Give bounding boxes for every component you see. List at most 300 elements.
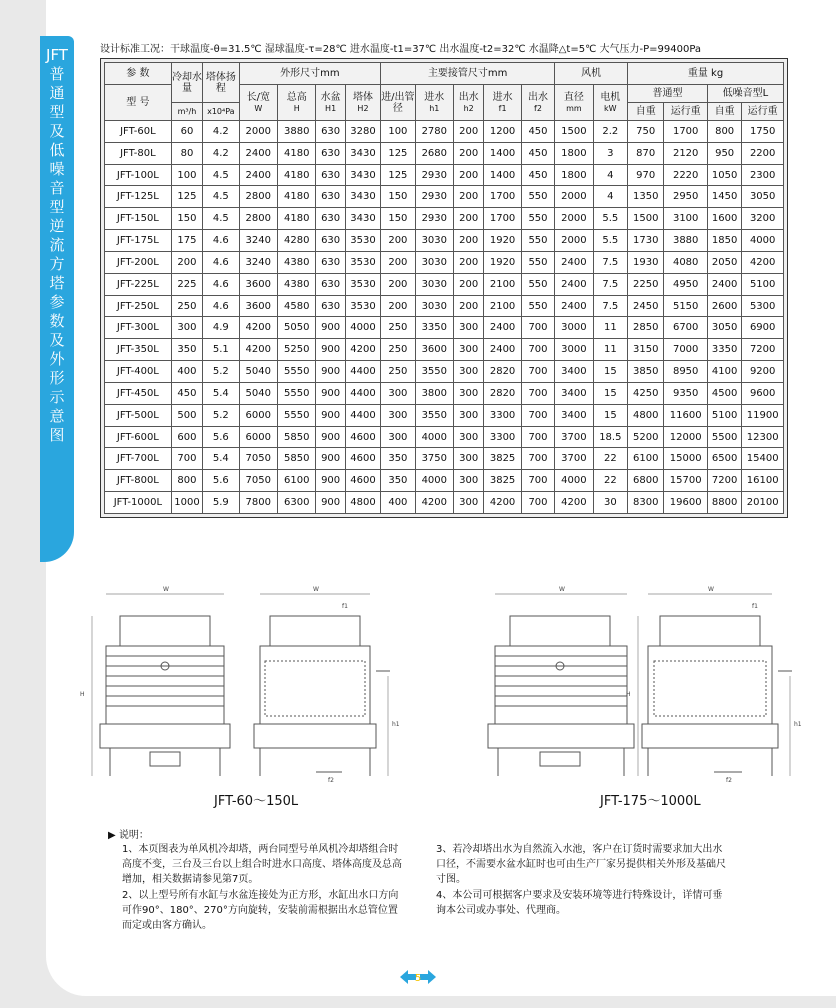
model-cell: JFT-600L (105, 426, 172, 448)
header-dim-h1 (316, 85, 345, 121)
table-row (105, 492, 784, 514)
table-cell: 4 (593, 186, 627, 208)
table-cell: 7200 (742, 339, 784, 361)
table-cell: 22 (593, 448, 627, 470)
table-cell: 12300 (742, 426, 784, 448)
table-cell: 300 (454, 448, 484, 470)
tower-drawings (70, 576, 810, 806)
table-cell: 2950 (664, 186, 708, 208)
note-4: 4、本公司可根据客户要求及安装环境等进行特殊设计，详情可垂询本公司或办事处、代理商。 (436, 890, 723, 916)
table-cell: 300 (171, 317, 202, 339)
table-cell: 450 (171, 382, 202, 404)
table-cell: 630 (316, 295, 345, 317)
table-cell: 200 (381, 295, 415, 317)
table-cell: 12000 (664, 426, 708, 448)
table-row (105, 404, 784, 426)
table-cell: 3000 (555, 339, 593, 361)
header-dims: 外形尺寸mm (239, 63, 381, 85)
table-cell: 100 (381, 121, 415, 143)
table-cell: 3300 (484, 404, 521, 426)
table-cell: 6800 (628, 470, 664, 492)
table-cell: 3030 (415, 295, 453, 317)
header-param: 参 数 (105, 63, 172, 85)
table-cell: 7000 (664, 339, 708, 361)
table-cell: 200 (454, 251, 484, 273)
table-cell: 630 (316, 121, 345, 143)
table-cell: 1920 (484, 230, 521, 252)
header-pipe-out-f-sub: f2 (534, 103, 542, 113)
header-pipe-in-f-sub: f1 (498, 103, 507, 113)
table-row (105, 448, 784, 470)
header-weight-lownoise: 低噪音型L (707, 85, 783, 103)
table-cell: 300 (454, 404, 484, 426)
table-cell: 15000 (664, 448, 708, 470)
table-cell: 200 (454, 295, 484, 317)
model-cell: JFT-1000L (105, 492, 172, 514)
table-cell: 11900 (742, 404, 784, 426)
table-cell: 630 (316, 251, 345, 273)
table-cell: 7050 (239, 470, 277, 492)
table-cell: 1350 (628, 186, 664, 208)
table-cell: 3530 (345, 251, 380, 273)
table-cell: 2800 (239, 186, 277, 208)
model-cell: JFT-225L (105, 273, 172, 295)
header-pipe-in-f (484, 85, 521, 121)
table-cell: 5550 (278, 404, 316, 426)
tower-side-small (254, 616, 390, 776)
table-cell: 7.5 (593, 273, 627, 295)
dim-f2-right: f2 (726, 777, 732, 784)
table-cell: 250 (381, 339, 415, 361)
table-cell: 1700 (484, 208, 521, 230)
table-cell: 5850 (278, 448, 316, 470)
table-cell: 6500 (707, 448, 741, 470)
table-cell: 200 (381, 251, 415, 273)
table-cell: 80 (171, 142, 202, 164)
table-cell: 4200 (345, 339, 380, 361)
table-cell: 30 (593, 492, 627, 514)
table-cell: 550 (521, 208, 554, 230)
dim-h-right: H (626, 691, 631, 698)
table-cell: 2800 (239, 208, 277, 230)
table-cell: 3700 (555, 426, 593, 448)
table-cell: 4.2 (203, 121, 239, 143)
table-cell: 2400 (555, 295, 593, 317)
table-cell: 1500 (628, 208, 664, 230)
table-cell: 900 (316, 404, 345, 426)
table-cell: 4 (593, 164, 627, 186)
header-fan-dia-sub: mm (566, 103, 582, 113)
table-cell: 5.2 (203, 404, 239, 426)
model-cell: JFT-700L (105, 448, 172, 470)
table-cell: 15 (593, 404, 627, 426)
table-cell: 9600 (742, 382, 784, 404)
table-cell: 4180 (278, 164, 316, 186)
table-cell: 3825 (484, 448, 521, 470)
model-cell: JFT-60L (105, 121, 172, 143)
table-cell: 700 (521, 404, 554, 426)
table-cell: 4280 (278, 230, 316, 252)
model-cell: JFT-500L (105, 404, 172, 426)
header-fan-motor-label: 电机 (600, 91, 621, 103)
header-flow-unit: m³/h (171, 103, 202, 121)
table-row (105, 426, 784, 448)
spec-table-body (105, 121, 784, 514)
table-cell: 1200 (484, 121, 521, 143)
table-cell: 700 (521, 492, 554, 514)
table-cell: 3800 (415, 382, 453, 404)
table-cell: 630 (316, 208, 345, 230)
table-cell: 3150 (628, 339, 664, 361)
table-cell: 3100 (664, 208, 708, 230)
table-cell: 3530 (345, 295, 380, 317)
header-dim-h (278, 85, 316, 121)
table-cell: 3880 (664, 230, 708, 252)
table-cell: 800 (171, 470, 202, 492)
table-cell: 300 (454, 382, 484, 404)
table-cell: 6000 (239, 404, 277, 426)
table-cell: 800 (707, 121, 741, 143)
table-cell: 4.6 (203, 251, 239, 273)
table-cell: 15 (593, 361, 627, 383)
table-cell: 700 (171, 448, 202, 470)
table-cell: 5550 (278, 382, 316, 404)
table-cell: 4200 (742, 251, 784, 273)
table-cell: 2930 (415, 186, 453, 208)
table-cell: 3430 (345, 142, 380, 164)
table-cell: 3200 (742, 208, 784, 230)
table-cell: 11600 (664, 404, 708, 426)
table-cell: 125 (171, 186, 202, 208)
table-cell: 2000 (555, 208, 593, 230)
dim-w-left-front: W (163, 586, 169, 593)
table-cell: 2680 (415, 142, 453, 164)
table-cell: 300 (454, 470, 484, 492)
table-cell: 2600 (707, 295, 741, 317)
table-cell: 3430 (345, 208, 380, 230)
table-cell: 2820 (484, 382, 521, 404)
table-cell: 6100 (628, 448, 664, 470)
table-cell: 500 (171, 404, 202, 426)
header-pipe-out-f (521, 85, 554, 121)
table-cell: 450 (521, 142, 554, 164)
table-cell: 750 (628, 121, 664, 143)
header-dim-w-label: 长/宽 (246, 91, 270, 103)
table-cell: 1500 (555, 121, 593, 143)
table-cell: 3825 (484, 470, 521, 492)
table-cell: 3530 (345, 273, 380, 295)
dim-h-left: H (80, 691, 85, 698)
table-cell: 4.5 (203, 208, 239, 230)
table-cell: 200 (171, 251, 202, 273)
header-pipe-in-h-sub: h1 (429, 103, 440, 113)
table-cell: 7800 (239, 492, 277, 514)
table-cell: 200 (454, 142, 484, 164)
header-head (203, 63, 239, 103)
table-cell: 6900 (742, 317, 784, 339)
dim-w-left-side: W (313, 586, 319, 593)
table-cell: 300 (454, 339, 484, 361)
header-weight-run-2: 运行重 (742, 103, 784, 121)
header-dim-h2-label: 塔体 (352, 91, 373, 103)
caption-left: JFT-60～150L (214, 794, 299, 809)
header-pipe-out-h (454, 85, 484, 121)
table-cell: 450 (521, 164, 554, 186)
table-cell: 550 (521, 295, 554, 317)
model-cell: JFT-175L (105, 230, 172, 252)
table-cell: 2.2 (593, 121, 627, 143)
table-cell: 5200 (628, 426, 664, 448)
table-cell: 3700 (555, 448, 593, 470)
table-cell: 4000 (555, 470, 593, 492)
table-cell: 125 (381, 142, 415, 164)
table-cell: 1730 (628, 230, 664, 252)
header-dim-h1-sub: H1 (325, 103, 337, 113)
table-cell: 5550 (278, 361, 316, 383)
table-cell: 4100 (707, 361, 741, 383)
table-cell: 1930 (628, 251, 664, 273)
table-row (105, 208, 784, 230)
table-cell: 4200 (239, 339, 277, 361)
header-pipe-in-h (415, 85, 453, 121)
table-row (105, 317, 784, 339)
table-cell: 400 (171, 361, 202, 383)
table-row (105, 142, 784, 164)
header-weight-self-1: 自重 (628, 103, 664, 121)
header-fan-dia-label: 直径 (563, 91, 584, 103)
table-cell: 3240 (239, 251, 277, 273)
table-cell: 150 (171, 208, 202, 230)
table-cell: 8800 (707, 492, 741, 514)
table-cell: 4400 (345, 404, 380, 426)
table-cell: 3030 (415, 273, 453, 295)
table-cell: 630 (316, 142, 345, 164)
table-cell: 15400 (742, 448, 784, 470)
table-cell: 3050 (742, 186, 784, 208)
header-head-label: 塔体扬程 (205, 71, 236, 94)
table-cell: 600 (171, 426, 202, 448)
table-cell: 8300 (628, 492, 664, 514)
table-cell: 3050 (707, 317, 741, 339)
table-cell: 7.5 (593, 251, 627, 273)
table-cell: 9350 (664, 382, 708, 404)
table-cell: 4180 (278, 186, 316, 208)
table-cell: 4.6 (203, 273, 239, 295)
table-cell: 5040 (239, 382, 277, 404)
table-cell: 100 (171, 164, 202, 186)
table-cell: 4180 (278, 142, 316, 164)
table-cell: 5.2 (203, 361, 239, 383)
table-cell: 4000 (345, 317, 380, 339)
model-cell: JFT-150L (105, 208, 172, 230)
table-cell: 7050 (239, 448, 277, 470)
table-cell: 3850 (628, 361, 664, 383)
table-cell: 2780 (415, 121, 453, 143)
table-cell: 150 (381, 208, 415, 230)
dim-f1-left: f1 (342, 603, 348, 610)
table-cell: 6100 (278, 470, 316, 492)
table-cell: 18.5 (593, 426, 627, 448)
table-cell: 550 (521, 273, 554, 295)
table-cell: 5250 (278, 339, 316, 361)
page-number: 5 (414, 973, 422, 984)
header-pipe-out-h-label: 出水 (458, 91, 479, 103)
table-cell: 450 (521, 121, 554, 143)
spec-table (104, 62, 784, 514)
table-cell: 4000 (742, 230, 784, 252)
header-pipe-dia: 进/出管径 (381, 85, 415, 121)
table-row (105, 251, 784, 273)
header-weight-self-2: 自重 (707, 103, 741, 121)
table-cell: 4400 (345, 361, 380, 383)
table-cell: 2400 (484, 317, 521, 339)
table-cell: 11 (593, 339, 627, 361)
table-cell: 11 (593, 317, 627, 339)
dim-w-right-front: W (559, 586, 565, 593)
table-cell: 700 (521, 339, 554, 361)
table-cell: 4250 (628, 382, 664, 404)
table-cell: 3280 (345, 121, 380, 143)
table-cell: 4380 (278, 251, 316, 273)
table-cell: 900 (316, 339, 345, 361)
table-cell: 3550 (415, 361, 453, 383)
table-cell: 6000 (239, 426, 277, 448)
table-cell: 2000 (239, 121, 277, 143)
table-cell: 630 (316, 273, 345, 295)
tower-side-large (642, 616, 792, 776)
table-cell: 5500 (707, 426, 741, 448)
table-cell: 5.4 (203, 382, 239, 404)
table-cell: 15 (593, 382, 627, 404)
table-cell: 1850 (707, 230, 741, 252)
table-cell: 200 (454, 121, 484, 143)
table-cell: 5100 (707, 404, 741, 426)
table-cell: 1450 (707, 186, 741, 208)
model-cell: JFT-350L (105, 339, 172, 361)
table-cell: 4200 (484, 492, 521, 514)
table-cell: 250 (381, 317, 415, 339)
model-cell: JFT-250L (105, 295, 172, 317)
table-cell: 4.2 (203, 142, 239, 164)
table-cell: 5050 (278, 317, 316, 339)
table-cell: 350 (171, 339, 202, 361)
table-cell: 900 (316, 470, 345, 492)
model-cell: JFT-450L (105, 382, 172, 404)
note-2: 2、以上型号所有水缸与水盆连接处为正方形，水缸出水口方向可作90°、180°、270°方向旋转，安装前需根据出水总管位置而定或由客方确认。 (122, 890, 399, 931)
table-cell: 2400 (555, 273, 593, 295)
table-cell: 4000 (415, 470, 453, 492)
table-cell: 3400 (555, 382, 593, 404)
side-title: JFT普通型及低噪音型逆流方塔参数及外形示意图 (46, 46, 68, 444)
table-cell: 300 (454, 317, 484, 339)
table-cell: 250 (171, 295, 202, 317)
tower-front-small (100, 616, 230, 776)
header-fan-dia (555, 85, 593, 121)
note-3: 3、若冷却塔出水为自然流入水池，客户在订货时需要求加大出水口径，不需要水盆水缸时也可由生产厂家另提供相关外形及基础尺寸图。 (436, 844, 726, 885)
table-cell: 2000 (555, 186, 593, 208)
table-cell: 350 (381, 470, 415, 492)
table-cell: 2820 (484, 361, 521, 383)
table-cell: 2250 (628, 273, 664, 295)
spec-table-frame (100, 58, 788, 518)
table-cell: 20100 (742, 492, 784, 514)
table-cell: 2400 (239, 142, 277, 164)
table-cell: 5.6 (203, 426, 239, 448)
table-cell: 200 (454, 164, 484, 186)
table-cell: 400 (381, 492, 415, 514)
header-head-unit: x10⁴Pa (203, 103, 239, 121)
table-cell: 4950 (664, 273, 708, 295)
header-weight: 重量 kg (628, 63, 784, 85)
table-cell: 3400 (555, 404, 593, 426)
model-cell: JFT-125L (105, 186, 172, 208)
table-cell: 4800 (345, 492, 380, 514)
table-cell: 2850 (628, 317, 664, 339)
table-cell: 7200 (707, 470, 741, 492)
table-cell: 2100 (484, 273, 521, 295)
table-cell: 60 (171, 121, 202, 143)
table-cell: 350 (381, 448, 415, 470)
header-dim-h1-label: 水盆 (320, 91, 341, 103)
table-cell: 630 (316, 164, 345, 186)
table-row (105, 339, 784, 361)
table-cell: 2400 (555, 251, 593, 273)
table-cell: 16100 (742, 470, 784, 492)
table-cell: 3000 (555, 317, 593, 339)
header-fan-motor-sub: kW (604, 103, 617, 113)
table-cell: 300 (454, 492, 484, 514)
table-cell: 15700 (664, 470, 708, 492)
table-cell: 1750 (742, 121, 784, 143)
table-cell: 4800 (628, 404, 664, 426)
header-flow (171, 63, 202, 103)
header-pipe-out-f-label: 出水 (527, 91, 548, 103)
table-cell: 2200 (742, 142, 784, 164)
dim-h1-left: h1 (392, 721, 400, 728)
table-cell: 1400 (484, 164, 521, 186)
caption-right: JFT-175～1000L (600, 794, 701, 809)
table-cell: 2400 (707, 273, 741, 295)
table-cell: 1800 (555, 164, 593, 186)
table-cell: 3430 (345, 186, 380, 208)
table-cell: 3350 (415, 317, 453, 339)
table-cell: 1920 (484, 251, 521, 273)
table-cell: 5.1 (203, 339, 239, 361)
model-cell: JFT-100L (105, 164, 172, 186)
table-cell: 3030 (415, 251, 453, 273)
design-conditions: 设计标准工况：干球温度-θ=31.5℃ 湿球温度-τ=28℃ 进水温度-t1=37℃ 出水温度-t2=32℃ 水温降△t=5℃ 大气压力-P=99400Pa (100, 44, 702, 55)
table-cell: 3880 (278, 121, 316, 143)
table-cell: 22 (593, 470, 627, 492)
table-cell: 900 (316, 361, 345, 383)
table-cell: 5300 (742, 295, 784, 317)
table-row (105, 361, 784, 383)
table-cell: 550 (521, 186, 554, 208)
header-dim-w-sub: W (254, 103, 263, 113)
table-cell: 4200 (555, 492, 593, 514)
table-cell: 125 (381, 164, 415, 186)
table-cell: 3300 (484, 426, 521, 448)
table-cell: 1000 (171, 492, 202, 514)
table-cell: 300 (381, 404, 415, 426)
table-cell: 200 (454, 208, 484, 230)
table-cell: 5850 (278, 426, 316, 448)
header-weight-run-1: 运行重 (664, 103, 708, 121)
table-cell: 2220 (664, 164, 708, 186)
dim-f2-left: f2 (328, 777, 334, 784)
table-cell: 2300 (742, 164, 784, 186)
table-cell: 225 (171, 273, 202, 295)
